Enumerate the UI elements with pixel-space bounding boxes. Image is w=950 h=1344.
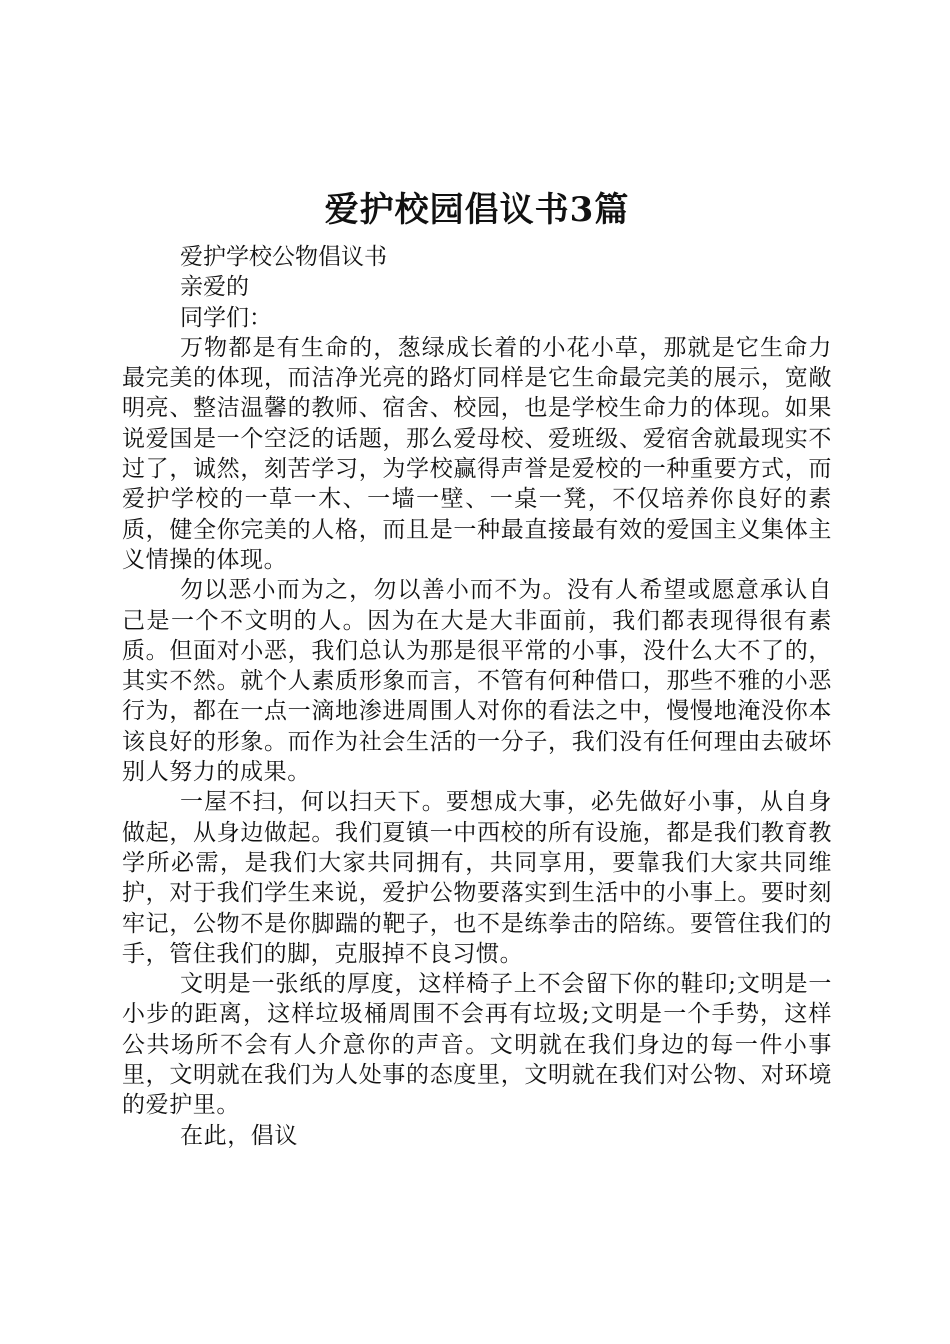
salutation-line-1: 亲爱的 bbox=[180, 274, 249, 301]
document-page bbox=[122, 180, 832, 1151]
paragraph-5: 在此，倡议 bbox=[180, 1122, 298, 1149]
paragraph-2: 勿以恶小而为之，勿以善小而不为。没有人希望或愿意承认自己是一个不文明的人。因为在大是大非面前，我们都表现得很有素质。但面对小恶，我们总认为那是很平常的小事，没什么大不了的，其实不然。就个人素质形象而言，不管有何种借口，那些不雅的小恶行为，都在一点一滴地渗进周围人对你的看法之中，慢慢地淹没你本该良好的形象。而作为社会生活的一分子，我们没有任何理由去破坏别人努力的成果。 bbox=[122, 577, 832, 786]
salutation-line-2: 同学们： bbox=[180, 304, 272, 331]
paragraph-3: 一屋不扫，何以扫天下。要想成大事，必先做好小事，从自身做起，从身边做起。我们夏镇一中西校的所有设施，都是我们教育教学所必需，是我们大家共同拥有，共同享用，要靠我们大家共同维护，对于我们学生来说，爱护公物要落实到生活中的小事上。要时刻牢记，公物不是你脚踹的靶子，也不是练拳击的陪练。要管住我们的手，管住我们的脚，克服掉不良习惯。 bbox=[122, 789, 832, 967]
document-title: 爱护校园倡议书3篇 bbox=[324, 190, 630, 230]
paragraph-1: 万物都是有生命的，葱绿成长着的小花小草，那就是它生命力最完美的体现，而洁净光亮的路灯同样是它生命最完美的展示，宽敞明亮、整洁温馨的教师、宿舍、校园，也是学校生命力的体现。如果说爱国是一个空泛的话题，那么爱母校、爱班级、爱宿舍就最现实不过了，诚然，刻苦学习，为学校赢得声誉是爱校的一种重要方式，而爱护学校的一草一木、一墙一壁、一桌一凳，不仅培养你良好的素质，健全你完美的人格，而且是一种最直接最有效的爱国主义集体主义情操的体现。 bbox=[122, 334, 832, 573]
paragraph-4: 文明是一张纸的厚度，这样椅子上不会留下你的鞋印;文明是一小步的距离，这样垃圾桶周围不会再有垃圾;文明是一个手势，这样公共场所不会有人介意你的声音。文明就在我们身边的每一件小事里，文明就在我们为人处事的态度里，文明就在我们对公物、对环境的爱护里。 bbox=[122, 971, 832, 1119]
document-subtitle: 爱护学校公物倡议书 bbox=[180, 244, 387, 270]
